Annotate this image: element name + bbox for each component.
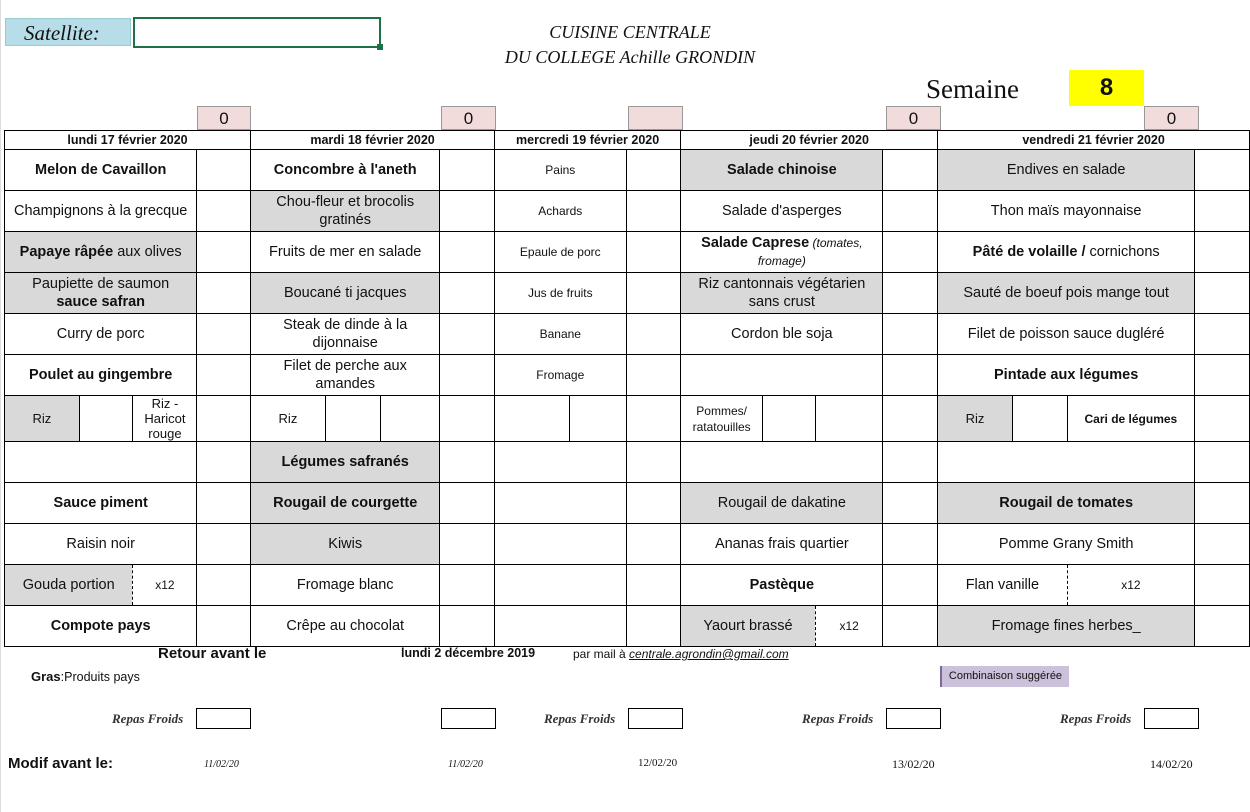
- qty-cell[interactable]: [1195, 483, 1250, 524]
- semaine-label: Semaine: [926, 74, 1019, 104]
- menu-cell[interactable]: Fromage: [495, 355, 626, 396]
- menu-cell[interactable]: Banane: [495, 314, 626, 355]
- qty-cell[interactable]: [197, 524, 251, 565]
- qty-cell[interactable]: [440, 314, 495, 355]
- qty-cell[interactable]: [883, 396, 938, 442]
- menu-cell[interactable]: Rougail de dakatine: [681, 483, 883, 524]
- menu-cell[interactable]: Filet de perche aux amandes: [251, 355, 440, 396]
- menu-cell[interactable]: Thon maïs mayonnaise: [938, 191, 1195, 232]
- email-link[interactable]: centrale.agrondin@gmail.com: [629, 647, 789, 661]
- qty-cell[interactable]: [440, 524, 495, 565]
- qty-cell[interactable]: [626, 483, 681, 524]
- qty-cell[interactable]: [883, 442, 938, 483]
- repas-froids-input[interactable]: [441, 708, 496, 729]
- qty-cell[interactable]: [440, 273, 495, 314]
- qty-cell[interactable]: [1195, 606, 1250, 647]
- menu-cell[interactable]: Riz: [5, 396, 80, 442]
- menu-cell[interactable]: Papaye râpée aux olives: [5, 232, 197, 273]
- qty-cell[interactable]: [197, 191, 251, 232]
- menu-cell[interactable]: Salade Caprese (tomates, fromage): [681, 232, 883, 273]
- menu-cell[interactable]: Crêpe au chocolat: [251, 606, 440, 647]
- menu-cell[interactable]: [325, 396, 380, 442]
- repas-froids-input[interactable]: [1144, 708, 1199, 729]
- menu-cell[interactable]: Concombre à l'aneth: [251, 150, 440, 191]
- menu-cell[interactable]: Curry de porc: [5, 314, 197, 355]
- menu-cell[interactable]: Achards: [495, 191, 626, 232]
- qty-cell[interactable]: [626, 442, 681, 483]
- menu-cell[interactable]: Sauce piment: [5, 483, 197, 524]
- qty-cell[interactable]: [197, 565, 251, 606]
- menu-cell[interactable]: [815, 396, 883, 442]
- menu-cell[interactable]: Riz cantonnais végétarien sans crust: [681, 273, 883, 314]
- qty-cell[interactable]: [626, 232, 681, 273]
- qty-cell[interactable]: [626, 273, 681, 314]
- menu-cell[interactable]: Gouda portion: [5, 565, 133, 606]
- qty-cell[interactable]: [626, 314, 681, 355]
- qty-cell[interactable]: [440, 565, 495, 606]
- qty-cell[interactable]: [440, 483, 495, 524]
- menu-cell[interactable]: Chou-fleur et brocolis gratinés: [251, 191, 440, 232]
- satellite-label: Satellite:: [5, 18, 131, 46]
- menu-cell[interactable]: Cordon ble soja: [681, 314, 883, 355]
- menu-cell[interactable]: Salade chinoise: [681, 150, 883, 191]
- semaine-number[interactable]: 8: [1069, 70, 1144, 106]
- menu-cell[interactable]: Cari de légumes: [1067, 396, 1195, 442]
- menu-cell[interactable]: [5, 442, 197, 483]
- menu-cell[interactable]: Raisin noir: [5, 524, 197, 565]
- qty-cell[interactable]: [1195, 273, 1250, 314]
- menu-cell[interactable]: [495, 565, 626, 606]
- menu-cell[interactable]: x12: [815, 606, 883, 647]
- qty-cell[interactable]: [197, 232, 251, 273]
- qty-cell[interactable]: [883, 355, 938, 396]
- menu-cell[interactable]: Fruits de mer en salade: [251, 232, 440, 273]
- menu-cell[interactable]: [495, 396, 570, 442]
- menu-cell[interactable]: x12: [1067, 565, 1195, 606]
- qty-cell[interactable]: [1195, 232, 1250, 273]
- qty-cell[interactable]: [1195, 396, 1250, 442]
- qty-cell[interactable]: [197, 273, 251, 314]
- qty-cell[interactable]: [883, 483, 938, 524]
- count-friday[interactable]: 0: [1144, 106, 1199, 130]
- menu-cell[interactable]: Melon de Cavaillon: [5, 150, 197, 191]
- menu-cell[interactable]: [79, 396, 133, 442]
- menu-cell[interactable]: Paupiette de saumon sauce safran: [5, 273, 197, 314]
- count-monday[interactable]: 0: [197, 106, 251, 130]
- qty-cell[interactable]: [197, 483, 251, 524]
- count-tuesday[interactable]: 0: [441, 106, 496, 130]
- qty-cell[interactable]: [1195, 150, 1250, 191]
- menu-cell[interactable]: Sauté de boeuf pois mange tout: [938, 273, 1195, 314]
- qty-cell[interactable]: [440, 442, 495, 483]
- menu-cell[interactable]: Jus de fruits: [495, 273, 626, 314]
- qty-cell[interactable]: [626, 355, 681, 396]
- menu-cell[interactable]: Flan vanille: [938, 565, 1067, 606]
- menu-cell[interactable]: [495, 606, 626, 647]
- repas-froids-label: Repas Froids: [802, 711, 874, 726]
- menu-cell[interactable]: Rougail de tomates: [938, 483, 1195, 524]
- modif-label: Modif avant le:: [8, 755, 114, 772]
- repas-froids-label: Repas Froids: [112, 711, 184, 726]
- qty-cell[interactable]: [197, 606, 251, 647]
- repas-froids-input[interactable]: [886, 708, 941, 729]
- menu-cell[interactable]: Steak de dinde à la dijonnaise: [251, 314, 440, 355]
- day-header-wednesday: mercredi 19 février 2020: [495, 131, 681, 150]
- qty-cell[interactable]: [1195, 191, 1250, 232]
- menu-cell[interactable]: Salade d'asperges: [681, 191, 883, 232]
- menu-cell[interactable]: [681, 442, 883, 483]
- modif-date: 13/02/20: [892, 757, 935, 771]
- qty-cell[interactable]: [626, 396, 681, 442]
- qty-cell[interactable]: [440, 232, 495, 273]
- qty-cell[interactable]: [440, 150, 495, 191]
- repas-froids-input[interactable]: [196, 708, 251, 729]
- menu-cell[interactable]: Poulet au gingembre: [5, 355, 197, 396]
- menu-cell[interactable]: Légumes safranés: [251, 442, 440, 483]
- menu-cell[interactable]: [380, 396, 440, 442]
- qty-cell[interactable]: [197, 355, 251, 396]
- qty-cell[interactable]: [883, 606, 938, 647]
- modif-date: 14/02/20: [1150, 757, 1193, 771]
- qty-cell[interactable]: [197, 314, 251, 355]
- qty-cell[interactable]: [1195, 314, 1250, 355]
- qty-cell[interactable]: [1195, 442, 1250, 483]
- qty-cell[interactable]: [626, 606, 681, 647]
- modif-date: 12/02/20: [638, 757, 678, 769]
- legend-combinaison: Combinaison suggérée: [940, 666, 1069, 687]
- menu-cell[interactable]: Pommes/ ratatouilles: [681, 396, 763, 442]
- qty-cell[interactable]: [440, 191, 495, 232]
- retour-date: lundi 2 décembre 2019: [401, 646, 536, 660]
- menu-cell[interactable]: [681, 355, 883, 396]
- satellite-input[interactable]: [133, 17, 381, 48]
- qty-cell[interactable]: [1195, 524, 1250, 565]
- qty-cell[interactable]: [197, 442, 251, 483]
- qty-cell[interactable]: [883, 565, 938, 606]
- cell-fill-handle[interactable]: [377, 44, 383, 50]
- menu-cell[interactable]: Ananas frais quartier: [681, 524, 883, 565]
- qty-cell[interactable]: [883, 150, 938, 191]
- repas-froids-input[interactable]: [628, 708, 683, 729]
- menu-cell[interactable]: Riz - Haricot rouge: [133, 396, 197, 442]
- qty-cell[interactable]: [883, 314, 938, 355]
- menu-cell[interactable]: Fromage fines herbes_: [938, 606, 1195, 647]
- menu-cell[interactable]: Yaourt brassé: [681, 606, 816, 647]
- repas-froids-label: Repas Froids: [544, 711, 616, 726]
- modif-date: 11/02/20: [448, 759, 483, 770]
- menu-cell[interactable]: [495, 442, 626, 483]
- sheet-gridline: [0, 0, 1, 812]
- qty-cell[interactable]: [440, 396, 495, 442]
- count-thursday[interactable]: 0: [886, 106, 941, 130]
- menu-cell[interactable]: [569, 396, 626, 442]
- menu-cell[interactable]: Pains: [495, 150, 626, 191]
- repas-froids-label: Repas Froids: [1060, 711, 1132, 726]
- qty-cell[interactable]: [883, 524, 938, 565]
- menu-grid: [4, 130, 1250, 647]
- menu-cell[interactable]: Compote pays: [5, 606, 197, 647]
- qty-cell[interactable]: [440, 355, 495, 396]
- menu-cell[interactable]: Kiwis: [251, 524, 440, 565]
- menu-cell[interactable]: Boucané ti jacques: [251, 273, 440, 314]
- qty-cell[interactable]: [440, 606, 495, 647]
- legend-gras: Gras:Produits pays: [31, 669, 140, 684]
- day-header-thursday: jeudi 20 février 2020: [681, 131, 938, 150]
- day-header-monday: lundi 17 février 2020: [5, 131, 251, 150]
- menu-cell[interactable]: [495, 524, 626, 565]
- count-wednesday[interactable]: [628, 106, 683, 130]
- qty-cell[interactable]: [883, 232, 938, 273]
- menu-cell[interactable]: Rougail de courgette: [251, 483, 440, 524]
- menu-cell[interactable]: [938, 442, 1195, 483]
- menu-cell[interactable]: Riz: [251, 396, 326, 442]
- modif-date: 11/02/20: [204, 759, 239, 770]
- menu-cell[interactable]: x12: [133, 565, 197, 606]
- menu-cell[interactable]: Pintade aux légumes: [938, 355, 1195, 396]
- menu-cell[interactable]: Filet de poisson sauce dugléré: [938, 314, 1195, 355]
- mail-line: par mail à centrale.agrondin@gmail.com: [573, 647, 789, 661]
- menu-cell[interactable]: Fromage blanc: [251, 565, 440, 606]
- qty-cell[interactable]: [883, 273, 938, 314]
- menu-cell[interactable]: Pastèque: [681, 565, 883, 606]
- qty-cell[interactable]: [626, 150, 681, 191]
- day-header-friday: vendredi 21 février 2020: [938, 131, 1250, 150]
- menu-cell[interactable]: [763, 396, 816, 442]
- qty-cell[interactable]: [197, 150, 251, 191]
- title-line-1: CUISINE CENTRALE: [549, 22, 711, 42]
- retour-label: Retour avant le: [158, 645, 267, 662]
- qty-cell[interactable]: [1195, 565, 1250, 606]
- menu-cell[interactable]: Endives en salade: [938, 150, 1195, 191]
- menu-cell[interactable]: [495, 483, 626, 524]
- qty-cell[interactable]: [626, 565, 681, 606]
- menu-cell[interactable]: [1012, 396, 1067, 442]
- menu-cell[interactable]: Epaule de porc: [495, 232, 626, 273]
- qty-cell[interactable]: [626, 524, 681, 565]
- qty-cell[interactable]: [197, 396, 251, 442]
- qty-cell[interactable]: [626, 191, 681, 232]
- menu-cell[interactable]: Champignons à la grecque: [5, 191, 197, 232]
- day-header-tuesday: mardi 18 février 2020: [251, 131, 495, 150]
- title-line-2: DU COLLEGE Achille GRONDIN: [504, 47, 756, 67]
- menu-cell[interactable]: Pomme Grany Smith: [938, 524, 1195, 565]
- menu-cell[interactable]: Pâté de volaille / cornichons: [938, 232, 1195, 273]
- qty-cell[interactable]: [883, 191, 938, 232]
- menu-cell[interactable]: Riz: [938, 396, 1013, 442]
- qty-cell[interactable]: [1195, 355, 1250, 396]
